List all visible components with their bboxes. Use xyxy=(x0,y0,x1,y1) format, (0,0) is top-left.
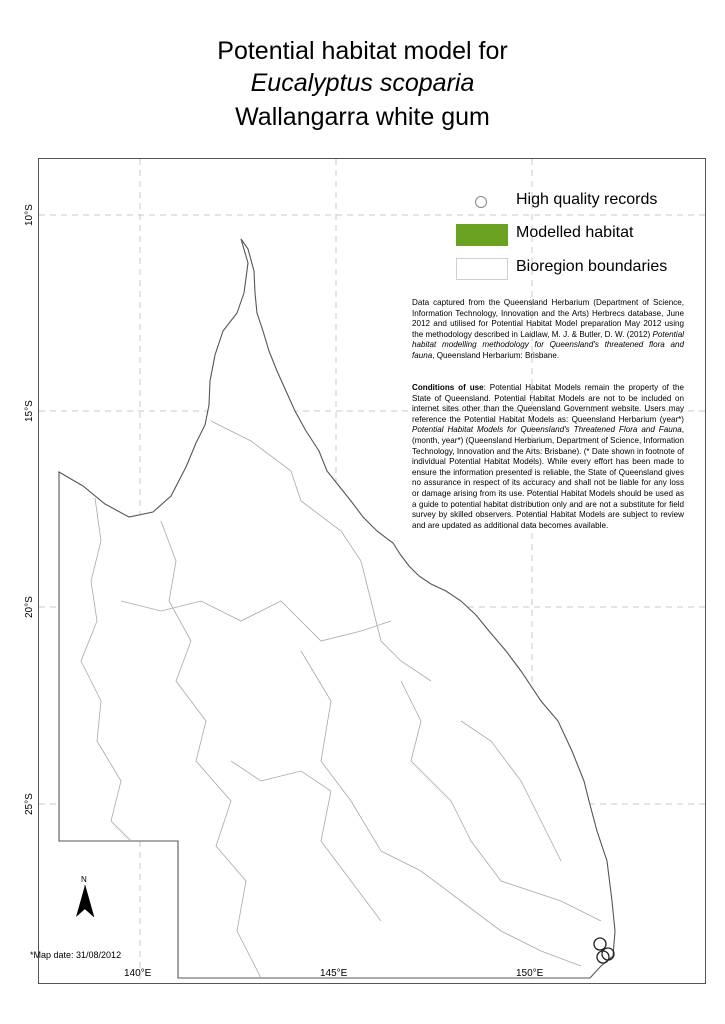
conditions-text-b: , (month, year*) (Queensland Herbarium, Department of Science, Information Technology, Innovation and the Arts: Brisbane). (* Date shown in footnote of individual Potential Habitat Models). While every effort has been made to ensure the information presented is reliable, the State of Queensland gives no assurance in respect of its accuracy and shall not be liable for any loss or damage arising from its use. Potential Habitat Models should be used as a guide to potential habitat distribution only and are not a substitute for field survey by skilled observers. Potential Habitat Models are subject to review and are updated as additional data becomes available. xyxy=(412,425,684,530)
legend-label-records: High quality records xyxy=(516,191,658,208)
map-title-line1: Potential habitat model for xyxy=(217,37,508,65)
lat-label-20s: 20°S xyxy=(24,596,35,618)
north-label: N xyxy=(81,875,87,884)
lat-label-15s: 15°S xyxy=(24,400,35,422)
data-source-note xyxy=(412,298,684,362)
lon-label-150e: 150°E xyxy=(516,968,544,979)
map-date: *Map date: 31/08/2012 xyxy=(30,950,122,960)
lon-label-140e: 140°E xyxy=(124,968,152,979)
lon-label-145e: 145°E xyxy=(320,968,348,979)
record-symbol-icon xyxy=(475,196,487,208)
lat-label-10s: 10°S xyxy=(24,204,35,226)
lat-label-25s: 25°S xyxy=(24,793,35,815)
bioregion-swatch-icon xyxy=(456,258,508,280)
north-arrow-icon xyxy=(74,885,96,919)
legend-label-habitat: Modelled habitat xyxy=(516,224,634,241)
conditions-text-a: : Potential Habitat Models remain the property of the State of Queensland. Potential Habitat Models are not to be included on internet sites other than the Queensland Government website. Users may reference the Potential Habitat Models as: Queensland Herbarium (year*) xyxy=(412,383,685,424)
data-source-text: Data captured from the Queensland Herbarium (Department of Science, Information Technology, Innovation and the Arts) Herbrecs database, June 2012 and utilised for Potential Habitat Model preparation May 2012 using the methodology described in Laidlaw, M. J. & Butler, D. W. (2012) xyxy=(412,298,684,339)
conditions-heading: Conditions of use xyxy=(412,383,484,392)
habitat-swatch-icon xyxy=(456,224,508,246)
map-canvas xyxy=(39,159,706,984)
species-name: Eucalyptus scoparia xyxy=(250,69,475,97)
map-frame xyxy=(38,158,706,984)
common-name: Wallangarra white gum xyxy=(235,103,490,131)
legend-label-bioregion: Bioregion boundaries xyxy=(516,258,668,275)
north-arrow xyxy=(74,875,96,919)
methodology-title: Potential habitat modelling methodology for Queensland's threatened flora and fauna xyxy=(412,329,684,360)
data-source-end: , Queensland Herbarium: Brisbane. xyxy=(432,350,560,360)
conditions-of-use xyxy=(412,383,684,531)
conditions-reference-title: Potential Habitat Models for Queensland's Threatened Flora and Fauna xyxy=(412,425,682,435)
